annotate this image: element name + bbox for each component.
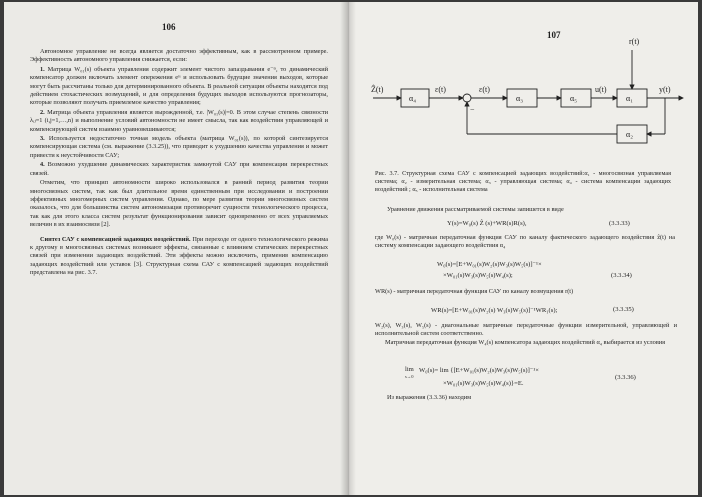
- equation-intro: Уравнение движения рассматриваемой системы запишется в виде: [387, 206, 564, 213]
- equation-3-3-36-lim: lim: [405, 366, 414, 373]
- left-page-body: [30, 48, 328, 279]
- label-r: r(t): [629, 37, 640, 46]
- text-a3: α₃: [516, 94, 523, 103]
- text-after-eq2: WR(s) - матричная передаточная функция САУ по каналу возмущения r(t): [375, 288, 574, 295]
- section-heading: Синтез САУ с компенсацией задающих воздействий.: [40, 235, 191, 243]
- list-number-2: 2.: [40, 108, 45, 116]
- text-a2: α₂: [626, 130, 633, 139]
- equation-number-34: (3.3.34): [611, 272, 632, 279]
- left-page: [4, 2, 347, 495]
- equation-3-3-35: WR(s)=[E+W₀₁(s)W₂(s) W₃(s)W₅(s)]⁻¹WR₁(s);: [431, 307, 558, 314]
- label-u: u(t): [595, 85, 607, 94]
- equation-number-36: (3.3.36): [615, 374, 636, 381]
- text-a1: α₁: [626, 94, 633, 103]
- paragraph-autonomy: Отметим, что принцип автономности широко использовался в ранний период развития теории многосвязных систем, так как был длительное время единственным при исследовании и построении эффективных многомерных систем управления. Однако, по мере развития теории многосвязных систем оказалось, что для большинства систем автономизация противоречит сущности технологического процесса, так как для этого класса систем результат функционирования зависит одновременно от всех управляемых величин в их взаимосвязи [2].: [30, 179, 328, 229]
- equation-3-3-34-line2: ×W₀₁(s)W₃(s)W₅(s)W₄(s);: [443, 272, 513, 279]
- label-eps-2: ε(t): [479, 85, 490, 94]
- equation-number-35: (3.3.35): [613, 306, 634, 313]
- equation-3-3-36-sub: s→0: [405, 374, 414, 379]
- label-zhat: Ẑ(t): [371, 85, 384, 94]
- equation-3-3-33: Y(s)=W₀(s) Ẑ (s)+WR(s)R(s),: [447, 220, 527, 227]
- list-number-1: 1.: [40, 65, 45, 73]
- text-after-eq3: [375, 322, 677, 347]
- text-a5: α₅: [570, 94, 577, 103]
- equation-3-3-36-line2: ×W₀₁(s)W₃(s)W₅(s)W₄(s)}=E.: [443, 380, 524, 387]
- text-a4: α₄: [409, 94, 416, 103]
- list-text-1: Матрица W₀₁(s) объекта управления содержит элемент чистого запаздывания e⁻ᵗˢ, то динамический компенсатор должен включать элемент опережения eᵗˢ и использовать будущие значения выходов, которые могут быть рассчитаны только для детерминированного объекта. В реальной ситуации объекты находятся под действием стохастических возмущений, и для определения будущих выходов используются прогнозаторы, которые позволяют получать приемлемое качество управления;: [30, 65, 328, 107]
- text-after-eq3-a: W₂(s), W₃(s), W₅(s) - диагональные матричные передаточные функции измерительной, управляющей и исполнительной систем соответственно.: [375, 322, 677, 338]
- minus-sign: −: [470, 105, 475, 114]
- list-text-3: Используется недостаточно точная модель объекта (матрица W₀₁(s)), по которой синтезируется компенсирующая система (см. выражение (3.3.25)), что приводит к ухудшению качества управления и может привести к неустойчивости САУ;: [30, 135, 329, 159]
- figure-caption: Рис. 3.7. Структурная схема САУ с компенсацией задающих воздействий:α₁ - многосвязная управляемая система; α₂ - измерительная система; α₃ - управляющая система; α₄ - система компенсации задающих воздействий ; α₅ - исполнительная система: [375, 170, 671, 193]
- label-y: y(t): [659, 85, 671, 94]
- list-number-3: 3.: [40, 135, 45, 143]
- list-item-1: [30, 66, 328, 108]
- right-page: [347, 2, 698, 495]
- closing-line: Из выражения (3.3.36) находим: [387, 394, 472, 401]
- list-item-3: [30, 135, 328, 160]
- text-after-eq1: где W₀(s) - матричная передаточная функция САУ по каналу фактического задающего воздействия ẑ(t) на систему компенсации задающего воздействия α₄: [375, 234, 675, 250]
- paragraph-intro: Автономное управление не всегда является достаточно эффективным, как в рассмотренном примере. Эффективность автономного управления снижается, если:: [30, 48, 328, 64]
- list-number-4: 4.: [40, 161, 45, 169]
- list-item-4: [30, 161, 328, 178]
- summing-junction: [463, 94, 471, 102]
- section-body: При переходе от одного технологического режима к другому в многосвязных системах возникают эффекты, связанные с влиянием статических перекрестных связей при изменении задающих воздействий. Эти эффекты можно исключить, применив компенсацию задающих воздействий или уставок [3]. Структурная схема САУ с компенсацией задающих воздействий представлена на рис. 3.7.: [30, 235, 328, 277]
- book-gutter: [340, 2, 356, 495]
- book-spread: [4, 2, 698, 495]
- block-diagram: [367, 28, 687, 168]
- page-number-left: 106: [162, 22, 176, 32]
- list-text-4: Возможно ухудшение динамических характеристик замкнутой САУ при компенсации перекрестных связей.: [30, 161, 329, 177]
- equation-number-33: (3.3.33): [609, 220, 630, 227]
- label-eps-1: ε(t): [435, 85, 446, 94]
- list-item-2: [30, 109, 328, 134]
- list-text-2: Матрица объекта управления является вырожденной, т.е. |W₀₁(s)|=0. В этом случае степень связности λᵢⱼ=1 (i,j=1,…,n) и выполнение условий автономности не имеет смысла, так как воздействия управляющей и компенсирующей систем взаимно уравновешиваются;: [30, 108, 328, 133]
- equation-3-3-36-line1: W₀(s)= lim {[E+W₀₁(s)W₂(s)W₃(s)W₅(s)]⁻¹×: [419, 367, 539, 374]
- text-after-eq3-b: Матричная передаточная функция W₄(s) компенсатора задающих воздействий α₄ выбирается из условия: [385, 338, 666, 346]
- paragraph-synthesis: [30, 236, 328, 278]
- page-number-right: 107: [547, 30, 561, 40]
- equation-3-3-34-line1: W₀(s)=[E+W₀₁(s)W₂(s)W₃(s)W₅(s)]⁻¹×: [437, 261, 542, 268]
